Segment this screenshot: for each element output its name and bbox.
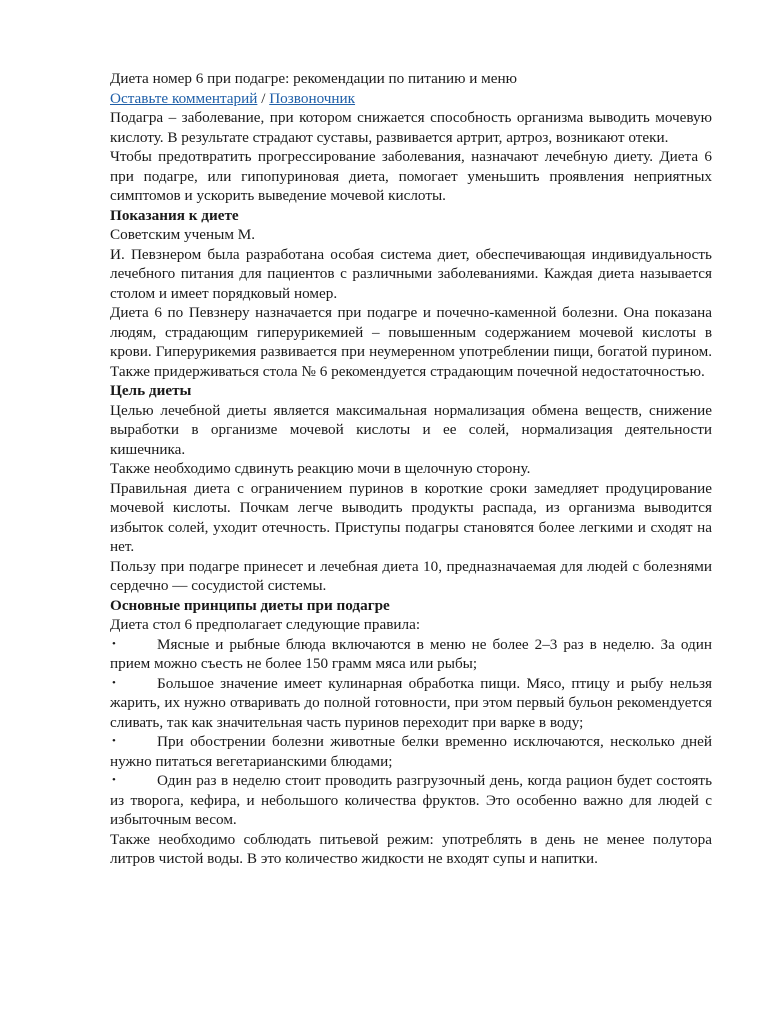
heading-principles: Основные принципы диеты при подагре xyxy=(110,596,390,614)
bullet-icon: • xyxy=(112,735,116,747)
article-title: Диета номер 6 при подагре: рекомендации по питанию и меню xyxy=(110,70,517,87)
goal-paragraph-4: Пользу при подагре принесет и лечебная диета 10, предназначаемая для людей с болезнями сердечно — сосудистой системы. xyxy=(110,557,712,594)
indications-paragraph-1: Советским ученым М. xyxy=(110,226,256,243)
meta-separator: / xyxy=(257,89,270,107)
category-link-spine[interactable]: Позвоночник xyxy=(269,89,356,107)
bullet-icon: • xyxy=(112,637,116,650)
leave-comment-link[interactable]: Оставьте комментарий xyxy=(110,89,258,107)
goal-paragraph-3: Правильная диета с ограничением пуринов в короткие сроки замедляет продуцирование мочевой кислоты. Почкам легче выводить продукты распада, из организма выводится избыток солей, уходит отечность. Приступы подагры становятся более легкими и сходят на нет. xyxy=(110,479,712,555)
intro-paragraph-2: Чтобы предотвратить прогрессирование заболевания, назначают лечебную диету. Диета 6 при подагре, или гипопуриновая диета, помогает уменьшить проявления неприятных симптомов и ускорить выведение мочевой кислоты. xyxy=(110,148,712,204)
list-item-text: Большое значение имеет кулинарная обработка пищи. Мясо, птицу и рыбу нельзя жарить, их нужно отваривать до полной готовности, при этом первый бульон рекомендуется сливать, так как значительная часть пуринов переходит при варке в воду; xyxy=(110,674,712,731)
heading-indications: Показания к диете xyxy=(110,206,239,224)
list-item-text: При обострении болезни животные белки временно исключаются, несколько дней нужно питаться вегетарианскими блюдами; xyxy=(110,733,712,770)
principles-intro: Диета стол 6 предполагает следующие правила: xyxy=(110,616,421,633)
bullet-icon: • xyxy=(112,676,116,689)
list-item xyxy=(110,732,712,771)
list-item xyxy=(110,771,712,830)
article xyxy=(110,69,712,869)
principles-list xyxy=(110,635,712,830)
indications-paragraph-3: Диета 6 по Певзнеру назначается при подагре и почечно-каменной болезни. Она показана людям, страдающим гиперурикемией – повышенным содержанием мочевой кислоты в крови. Гиперурикемия развивается при неумеренном употреблении пищи, богатой пурином. Также придерживаться стола № 6 рекомендуется страдающим почечной недостаточностью. xyxy=(110,304,712,380)
closing-paragraph: Также необходимо соблюдать питьевой режим: употреблять в день не менее полутора литров чистой воды. В это количество жидкости не входят супы и напитки. xyxy=(110,830,712,867)
heading-goal: Цель диеты xyxy=(110,382,192,399)
list-item xyxy=(110,635,712,674)
list-item xyxy=(110,674,712,733)
intro-paragraph-1: Подагра – заболевание, при котором снижается способность организма выводить мочевую кислоту. В результате страдают суставы, развивается артрит, артроз, возникают отеки. xyxy=(110,109,712,146)
goal-paragraph-1: Целью лечебной диеты является максимальная нормализация обмена веществ, снижение выработки в организме мочевой кислоты и ее солей, нормализация деятельности кишечника. xyxy=(110,401,712,458)
list-item-text: Мясные и рыбные блюда включаются в меню не более 2–3 раз в неделю. За один прием можно съесть не более 150 грамм мяса или рыбы; xyxy=(110,635,712,672)
indications-paragraph-2: И. Певзнером была разработана особая система диет, обеспечивающая индивидуальность лечебного питания для пациентов с различными заболеваниями. Каждая диета называется столом и имеет порядковый номер. xyxy=(110,245,712,302)
list-item-text: Один раз в неделю стоит проводить разгрузочный день, когда рацион будет состоять из творога, кефира, и небольшого количества фруктов. Это особенно важно для людей с избыточным весом. xyxy=(110,772,712,828)
bullet-icon: • xyxy=(112,774,116,786)
goal-paragraph-2: Также необходимо сдвинуть реакцию мочи в щелочную сторону. xyxy=(110,460,531,477)
article-meta-links xyxy=(110,89,712,109)
